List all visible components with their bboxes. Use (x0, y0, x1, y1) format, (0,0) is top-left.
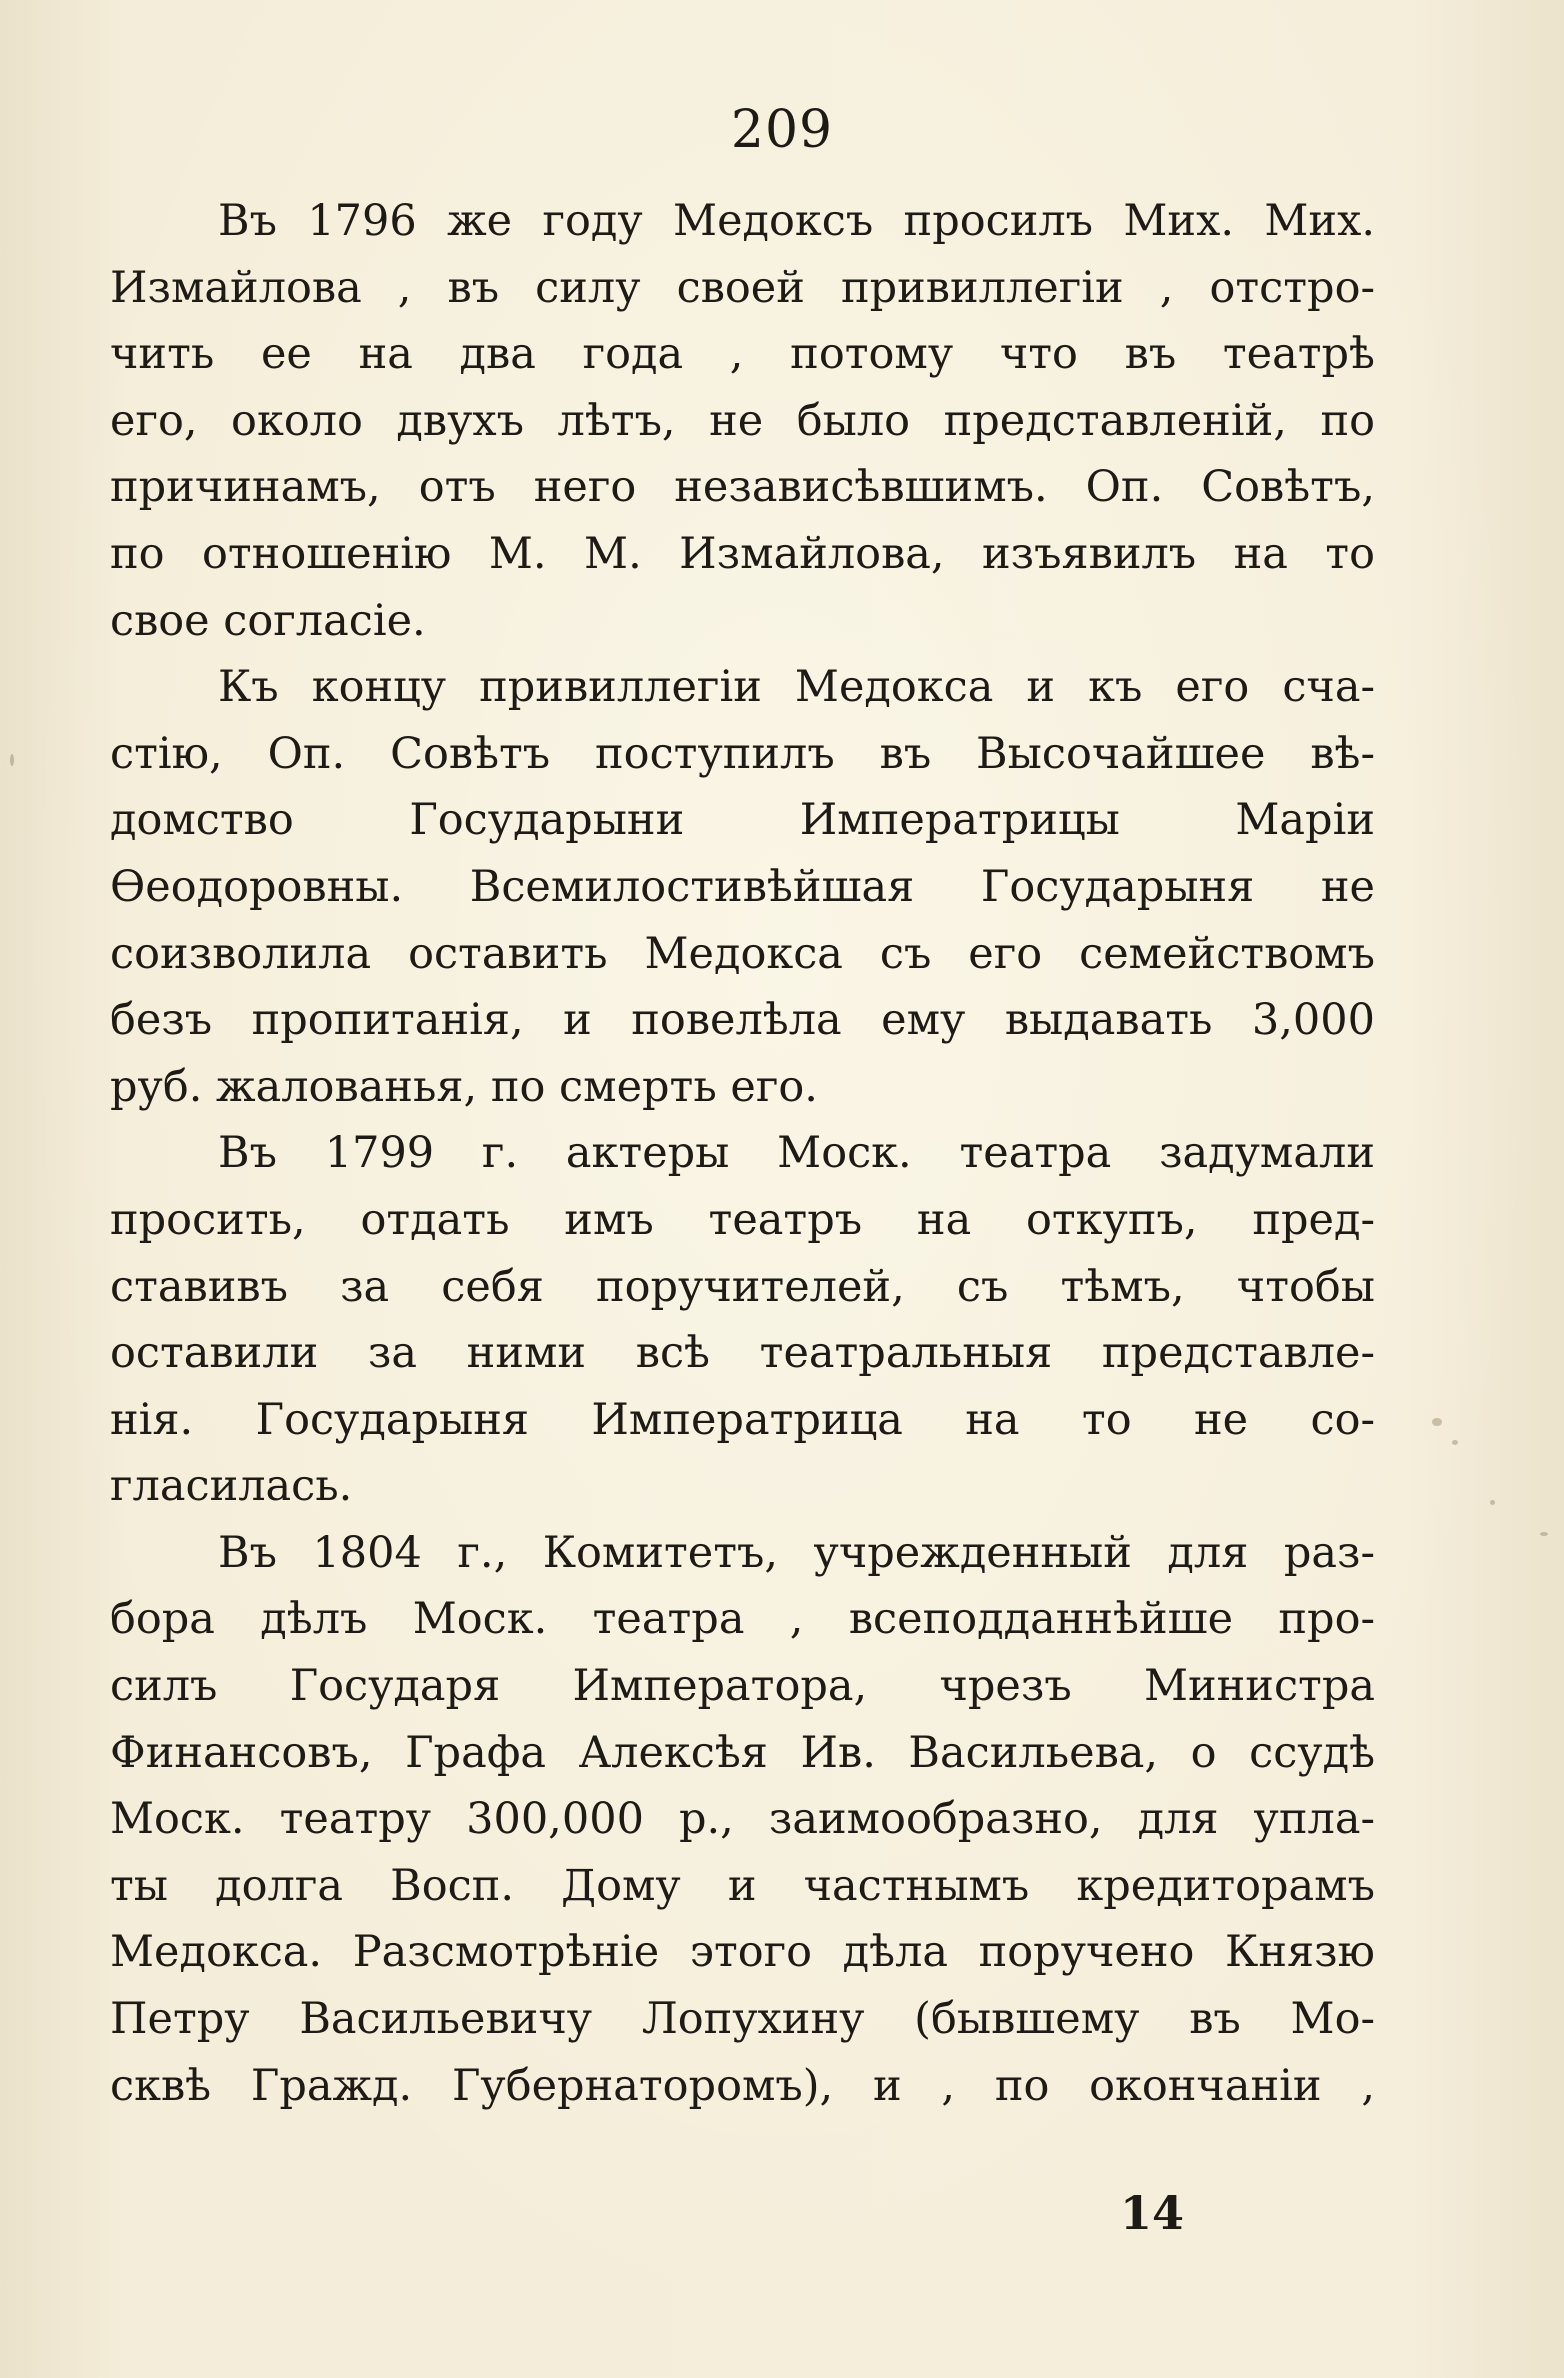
text-line: ты долга Восп. Дому и частнымъ кредиторамъ (110, 1860, 1375, 1911)
text-line: силъ Государя Императора, чрезъ Министра (110, 1661, 1375, 1712)
body-text (110, 188, 1375, 2119)
text-line: Въ 1796 же году Медоксъ просилъ Мих. Мих. (218, 196, 1375, 246)
text-line: Въ 1804 г., Комитетъ, учрежденный для раз- (218, 1527, 1375, 1578)
text-line: сквѣ Гражд. Губернаторомъ), и , по окончаніи , (110, 2060, 1375, 2111)
text-line: руб. жалованья, по смерть его. (110, 1061, 818, 1112)
text-line: Къ концу привиллегіи Медокса и къ его сча- (218, 662, 1375, 713)
text-line: чить ее на два года , потому что въ театрѣ (110, 329, 1375, 380)
text-line: его, около двухъ лѣтъ, не было представленій, по (110, 395, 1375, 446)
paper-speck (1452, 1440, 1458, 1445)
text-line: ставивъ за себя поручителей, съ тѣмъ, чтобы (110, 1261, 1375, 1312)
page-number: 209 (730, 100, 834, 160)
text-line: Медокса. Разсмотрѣніе этого дѣла поручено Князю (110, 1927, 1375, 1978)
paper-speck (1490, 1500, 1495, 1505)
text-line: домство Государыни Императрицы Маріи (110, 795, 1375, 846)
text-line: гласилась. (110, 1461, 353, 1512)
signature-mark: 14 (1120, 2186, 1185, 2240)
text-line: причинамъ, отъ него независѣвшимъ. Оп. Совѣтъ, (110, 462, 1375, 513)
paper-speck (10, 754, 14, 766)
paper-speck (1540, 1532, 1548, 1536)
text-line: оставили за ними всѣ театральныя представле- (110, 1328, 1375, 1379)
text-line: Финансовъ, Графа Алексѣя Ив. Васильева, о ссудѣ (110, 1727, 1375, 1778)
text-line: свое согласіе. (110, 595, 426, 646)
text-line: просить, отдать имъ театръ на откупъ, пред- (110, 1194, 1375, 1245)
text-line: нія. Государыня Императрица на то не со- (110, 1394, 1375, 1445)
text-line: Петру Васильевичу Лопухину (бывшему въ Мо- (110, 1994, 1375, 2045)
text-line: Ѳеодоровны. Всемилостивѣйшая Государыня не (110, 861, 1375, 912)
paper-speck (1432, 1418, 1442, 1426)
text-line: безъ пропитанія, и повелѣла ему выдавать 3,000 (110, 995, 1375, 1046)
text-line: Моск. театру 300,000 р., заимообразно, для упла- (110, 1794, 1375, 1845)
text-line: по отношенію М. М. Измайлова, изъявилъ на то (110, 528, 1375, 579)
text-line: бора дѣлъ Моск. театра , всеподданнѣйше про- (110, 1594, 1375, 1645)
text-line: стію, Оп. Совѣтъ поступилъ въ Высочайшее вѣ- (110, 728, 1375, 779)
text-line: соизволила оставить Медокса съ его семействомъ (110, 928, 1375, 979)
text-line: Въ 1799 г. актеры Моск. театра задумали (218, 1128, 1375, 1179)
text-line: Измайлова , въ силу своей привиллегіи , отстро- (110, 262, 1375, 313)
